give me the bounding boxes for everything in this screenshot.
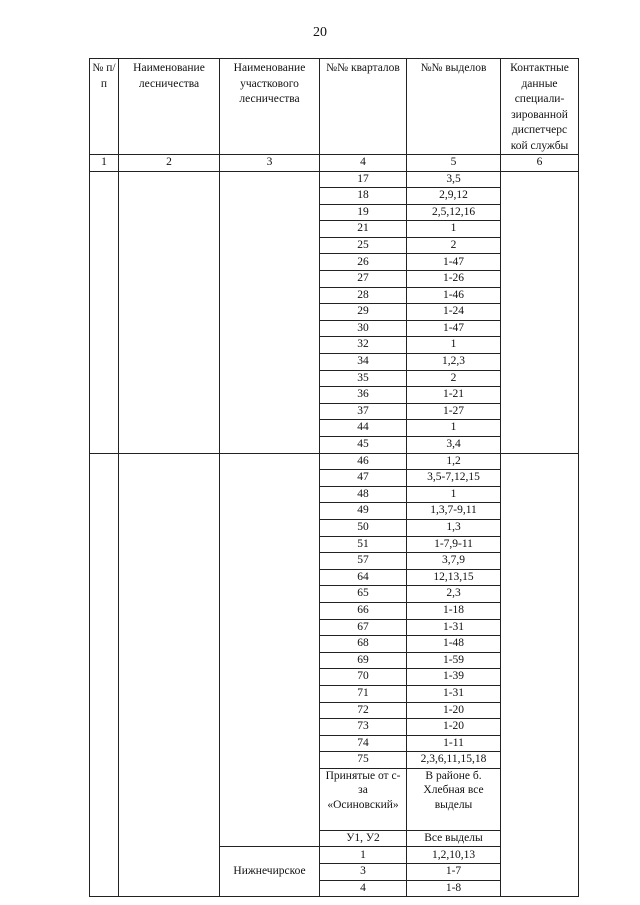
kvartal-cell: 71 <box>320 685 407 702</box>
vydel-cell: 2 <box>407 370 501 387</box>
vydel-cell: 3,5 <box>407 171 501 188</box>
column-number-row <box>90 155 579 172</box>
column-number: 3 <box>220 155 320 172</box>
vydel-cell: 2,3,6,11,15,18 <box>407 752 501 769</box>
vydel-cell: 1,2 <box>407 453 501 470</box>
empty-cell <box>119 453 220 897</box>
kvartal-cell: 51 <box>320 536 407 553</box>
vydel-cell: 1-26 <box>407 271 501 288</box>
header-cell: Контактные данные специали-зированной диспетчерс кой службы <box>501 59 579 155</box>
empty-cell <box>220 171 320 453</box>
empty-cell <box>501 453 579 897</box>
kvartal-cell: 29 <box>320 304 407 321</box>
kvartal-cell: 73 <box>320 719 407 736</box>
vydel-cell: 1,3 <box>407 519 501 536</box>
kvartal-cell: 44 <box>320 420 407 437</box>
kvartal-cell: 72 <box>320 702 407 719</box>
vydel-cell: 2 <box>407 237 501 254</box>
forest-table <box>89 58 579 897</box>
vydel-cell: 3,4 <box>407 437 501 454</box>
kvartal-cell: 26 <box>320 254 407 271</box>
vydel-cell: 1 <box>407 486 501 503</box>
vydel-cell: 1-24 <box>407 304 501 321</box>
vydel-cell: 1-11 <box>407 735 501 752</box>
kvartal-cell: 45 <box>320 437 407 454</box>
vydel-cell: 1-46 <box>407 287 501 304</box>
column-number: 2 <box>119 155 220 172</box>
column-number: 4 <box>320 155 407 172</box>
kvartal-cell: 46 <box>320 453 407 470</box>
kvartal-cell: У1, У2 <box>320 830 407 847</box>
vydel-cell: 3,7,9 <box>407 553 501 570</box>
vydel-cell: 12,13,15 <box>407 569 501 586</box>
vydel-cell: 1-27 <box>407 403 501 420</box>
kvartal-cell: 49 <box>320 503 407 520</box>
header-cell: №№ выделов <box>407 59 501 155</box>
kvartal-cell: 48 <box>320 486 407 503</box>
kvartal-cell: 68 <box>320 636 407 653</box>
kvartal-cell: 32 <box>320 337 407 354</box>
vydel-cell: 1-59 <box>407 652 501 669</box>
vydel-cell: 1 <box>407 221 501 238</box>
header-cell: №№ кварталов <box>320 59 407 155</box>
empty-cell <box>501 171 579 453</box>
header-row <box>90 59 579 155</box>
kvartal-cell: Принятые от с-за «Осиновский» <box>320 768 407 830</box>
header-cell: № п/п <box>90 59 119 155</box>
vydel-cell: 1-20 <box>407 719 501 736</box>
vydel-cell: 1 <box>407 337 501 354</box>
kvartal-cell: 3 <box>320 864 407 881</box>
kvartal-cell: 47 <box>320 470 407 487</box>
table-row <box>90 453 579 470</box>
table-row <box>90 171 579 188</box>
kvartal-cell: 75 <box>320 752 407 769</box>
vydel-cell: 1,3,7-9,11 <box>407 503 501 520</box>
vydel-cell: 1-7,9-11 <box>407 536 501 553</box>
kvartal-cell: 67 <box>320 619 407 636</box>
empty-cell <box>119 171 220 453</box>
kvartal-cell: 34 <box>320 354 407 371</box>
vydel-cell: 2,3 <box>407 586 501 603</box>
vydel-cell: 1-31 <box>407 619 501 636</box>
vydel-cell: 1-18 <box>407 602 501 619</box>
empty-cell <box>90 171 119 453</box>
kvartal-cell: 35 <box>320 370 407 387</box>
vydel-cell: 1-21 <box>407 387 501 404</box>
kvartal-cell: 30 <box>320 320 407 337</box>
vydel-cell: Все выделы <box>407 830 501 847</box>
kvartal-cell: 36 <box>320 387 407 404</box>
empty-cell <box>220 453 320 847</box>
kvartal-cell: 57 <box>320 553 407 570</box>
vydel-cell: 1-47 <box>407 320 501 337</box>
vydel-cell: 1-7 <box>407 864 501 881</box>
vydel-cell: 1-20 <box>407 702 501 719</box>
kvartal-cell: 50 <box>320 519 407 536</box>
vydel-cell: В районе б. Хлебная все выделы <box>407 768 501 830</box>
vydel-cell: 1-8 <box>407 880 501 897</box>
kvartal-cell: 1 <box>320 847 407 864</box>
empty-cell <box>90 453 119 897</box>
kvartal-cell: 25 <box>320 237 407 254</box>
vydel-cell: 1,2,3 <box>407 354 501 371</box>
uchastok-name-cell: Нижнечирское <box>220 847 320 897</box>
kvartal-cell: 70 <box>320 669 407 686</box>
vydel-cell: 1-48 <box>407 636 501 653</box>
kvartal-cell: 37 <box>320 403 407 420</box>
header-cell: Наименование лесничества <box>119 59 220 155</box>
page-number: 20 <box>313 25 327 40</box>
vydel-cell: 1,2,10,13 <box>407 847 501 864</box>
vydel-cell: 2,5,12,16 <box>407 204 501 221</box>
column-number: 1 <box>90 155 119 172</box>
vydel-cell: 1-31 <box>407 685 501 702</box>
kvartal-cell: 65 <box>320 586 407 603</box>
header-cell: Наименование участкового лесничества <box>220 59 320 155</box>
vydel-cell: 3,5-7,12,15 <box>407 470 501 487</box>
column-number: 5 <box>407 155 501 172</box>
kvartal-cell: 18 <box>320 188 407 205</box>
vydel-cell: 1-39 <box>407 669 501 686</box>
vydel-cell: 1-47 <box>407 254 501 271</box>
kvartal-cell: 28 <box>320 287 407 304</box>
kvartal-cell: 27 <box>320 271 407 288</box>
column-number: 6 <box>501 155 579 172</box>
kvartal-cell: 19 <box>320 204 407 221</box>
vydel-cell: 1 <box>407 420 501 437</box>
kvartal-cell: 66 <box>320 602 407 619</box>
kvartal-cell: 69 <box>320 652 407 669</box>
vydel-cell: 2,9,12 <box>407 188 501 205</box>
kvartal-cell: 17 <box>320 171 407 188</box>
kvartal-cell: 64 <box>320 569 407 586</box>
kvartal-cell: 21 <box>320 221 407 238</box>
kvartal-cell: 74 <box>320 735 407 752</box>
kvartal-cell: 4 <box>320 880 407 897</box>
